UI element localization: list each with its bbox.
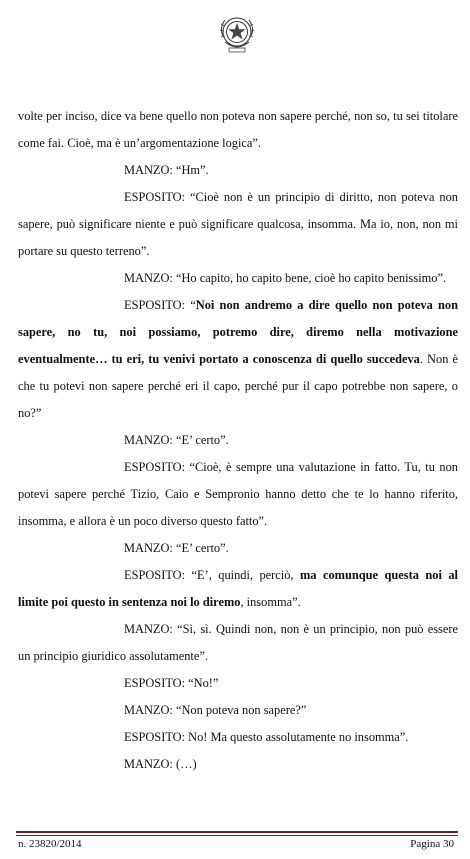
italian-republic-emblem-icon xyxy=(217,12,257,56)
text-run: MANZO: “Hm”. xyxy=(124,163,209,177)
bold-text-run: ma comunque questa noi al limite poi questo in sentenza noi lo diremo xyxy=(18,568,458,609)
transcript-paragraph xyxy=(18,184,458,265)
text-run: MANZO: “E’ certo”. xyxy=(124,541,229,555)
text-run: ESPOSITO: “E’, quindi, perciò, xyxy=(124,568,300,582)
text-run: MANZO: “E’ certo”. xyxy=(124,433,229,447)
transcript-paragraph xyxy=(18,670,458,697)
transcript-paragraph xyxy=(18,751,458,778)
transcript-paragraph xyxy=(18,616,458,670)
bold-text-run: Noi non andremo a dire quello non poteva non sapere, no tu, noi possiamo, potremo dire, diremo nella motivazione eventualmente… tu eri, tu venivi portato a conoscenza di quello succedeva xyxy=(18,298,458,366)
text-run: MANZO: (…) xyxy=(124,757,197,771)
text-run: ESPOSITO: No! Ma questo assolutamente no insomma”. xyxy=(124,730,409,744)
footer-rule-thin xyxy=(16,835,458,836)
transcript-body xyxy=(18,103,458,778)
document-number: n. 23820/2014 xyxy=(18,838,82,850)
transcript-paragraph xyxy=(18,697,458,724)
text-run: ESPOSITO: “No!” xyxy=(124,676,219,690)
text-run: volte per inciso, dice va bene quello non poteva non sapere perché, non so, tu sei titolare come fai. Cioè, ma è un’argomentazione logica”. xyxy=(18,109,458,150)
text-run: ESPOSITO: “Cioè non è un principio di diritto, non poteva non sapere, può significare niente e può significare qualcosa, insomma. Ma io, non, non mi portare su questo terreno”. xyxy=(18,190,458,258)
text-run: . Non è che tu potevi non sapere perché eri il capo, perché pur il capo potrebbe non sapere, o no?” xyxy=(18,352,458,420)
text-run: MANZO: “Non poteva non sapere?” xyxy=(124,703,307,717)
transcript-paragraph xyxy=(18,157,458,184)
footer-rule xyxy=(16,831,458,833)
transcript-paragraph xyxy=(18,724,458,751)
text-run: ESPOSITO: “ xyxy=(124,298,196,312)
transcript-paragraph xyxy=(18,454,458,535)
transcript-paragraph xyxy=(18,535,458,562)
text-run: , insomma”. xyxy=(240,595,301,609)
text-run: MANZO: “Sì, sì. Quindi non, non è un principio, non può essere un principio giuridico assolutamente”. xyxy=(18,622,458,663)
page-number: Pagina 30 xyxy=(410,838,454,850)
transcript-paragraph xyxy=(18,562,458,616)
transcript-paragraph xyxy=(18,103,458,157)
transcript-paragraph xyxy=(18,265,458,292)
transcript-paragraph xyxy=(18,292,458,427)
text-run: ESPOSITO: “Cioè, è sempre una valutazione in fatto. Tu, tu non potevi sapere perché Tizio, Caio e Sempronio hanno detto che te lo hanno riferito, insomma, e allora è un poco diverso questo fatto”. xyxy=(18,460,458,528)
transcript-paragraph xyxy=(18,427,458,454)
text-run: MANZO: “Ho capito, ho capito bene, cioè ho capito benissimo”. xyxy=(124,271,447,285)
